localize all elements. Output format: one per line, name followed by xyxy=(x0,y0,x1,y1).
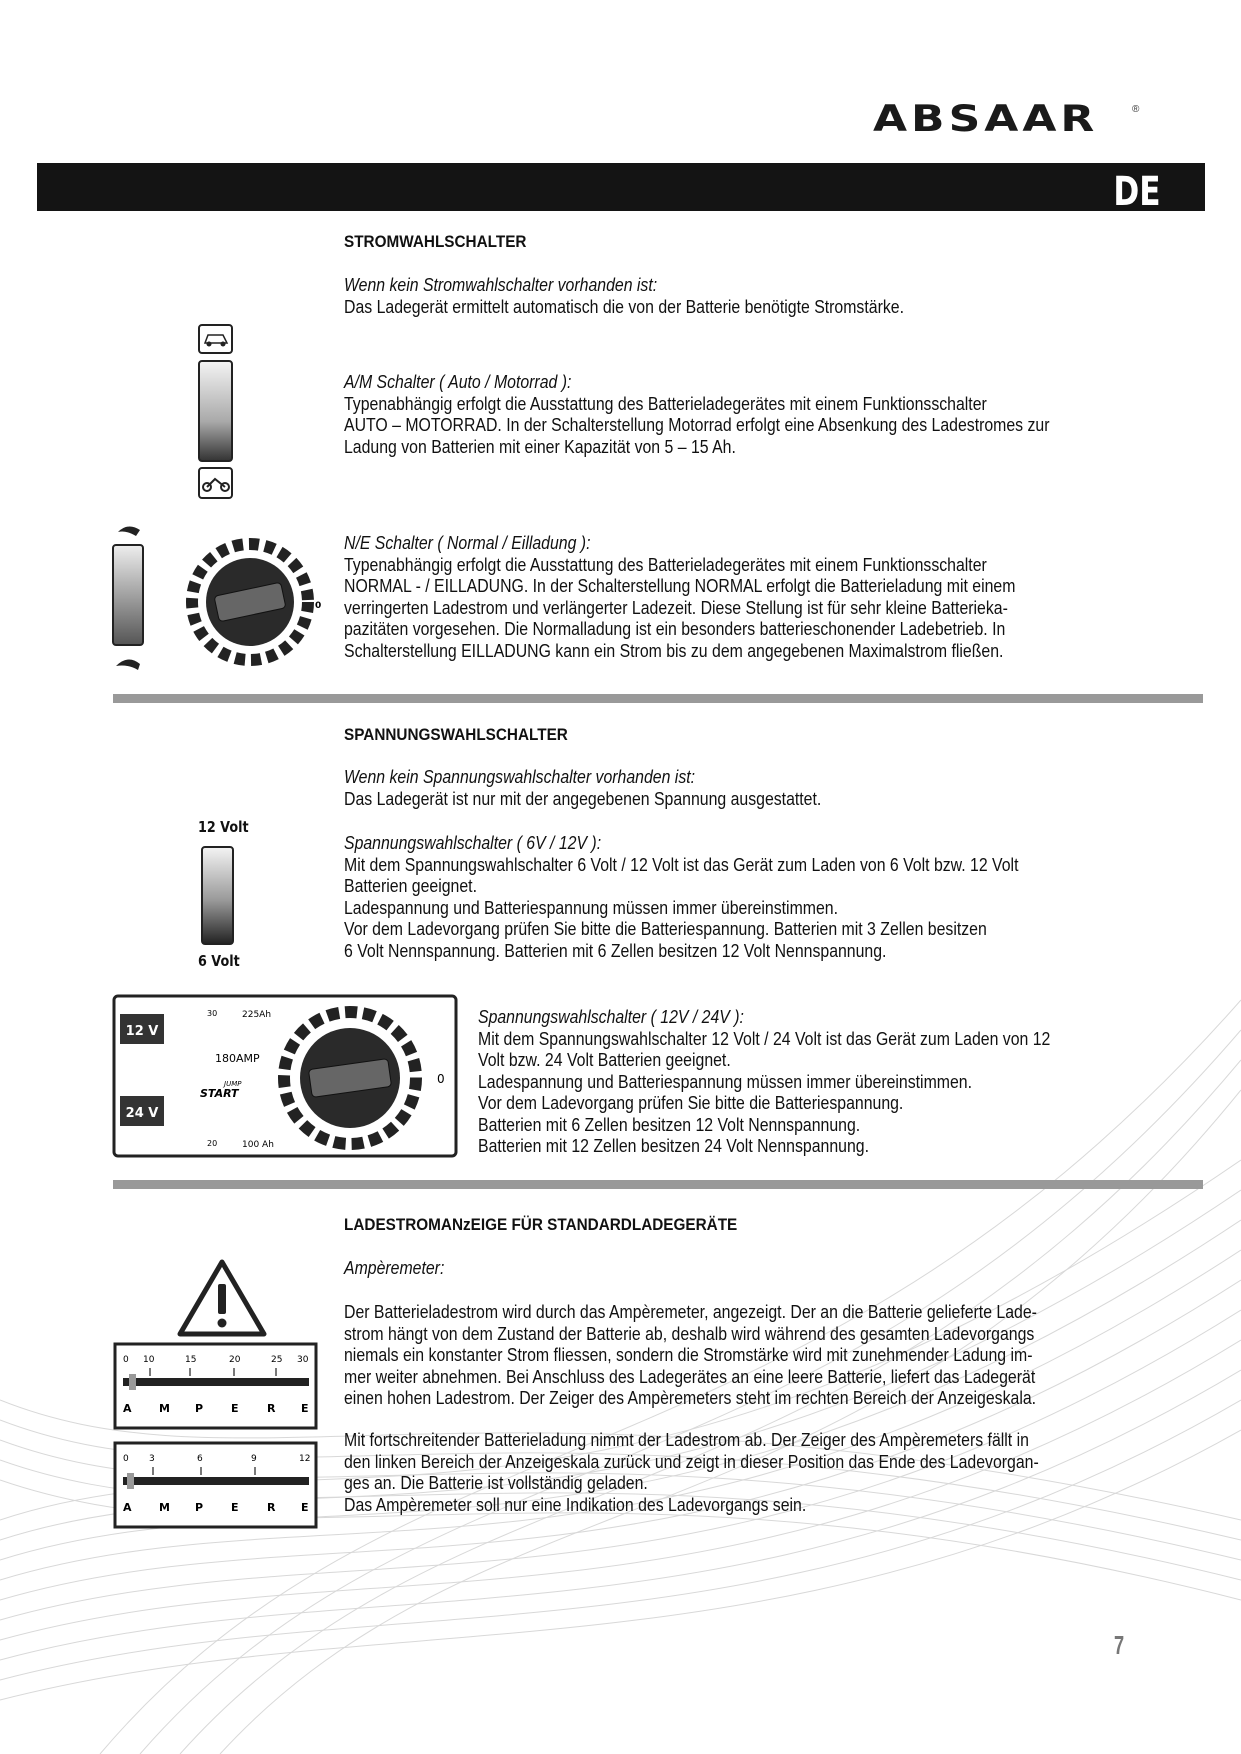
panel-dial-zero: 0 xyxy=(437,1072,445,1086)
section-title-current-display: LADESTROMANzEIGE FÜR STANDARDLADEGERÄTE xyxy=(344,1215,738,1234)
bottom-capacity-label: 100 Ah xyxy=(242,1140,274,1150)
meter1-tick-label: 0 xyxy=(123,1355,129,1365)
meter-letter: R xyxy=(267,1501,276,1514)
text-line: strom hängt von dem Zustand der Batterie ab, deshalb wird während des gesamten Ladevorgangs xyxy=(344,1323,1035,1344)
text-line: Ladung von Batterien mit einer Kapazität von 5 – 15 Ah. xyxy=(344,436,736,457)
meter2-tick-label: 6 xyxy=(197,1454,203,1464)
text-line: Mit fortschreitender Batterieladung nimmt der Ladestrom ab. Der Zeiger des Ampèremeters fällt in xyxy=(344,1430,1029,1450)
meter2-tick-label: 3 xyxy=(149,1454,155,1464)
meter-letter: E xyxy=(231,1402,239,1415)
text-line: Der Batterieladestrom wird durch das Ampèremeter, angezeigt. Der an die Batterie gelieferte Lade- xyxy=(344,1302,1037,1322)
voltage-rocker-switch xyxy=(200,845,236,947)
paragraph-heading: Spannungswahlschalter ( 6V / 12V ): xyxy=(344,833,602,853)
paragraph-ne-switch xyxy=(344,533,1015,662)
meter-letter: E xyxy=(301,1402,309,1415)
paragraph-heading: Wenn kein Spannungswahlschalter vorhanden ist: xyxy=(344,767,696,787)
warning-icon xyxy=(176,1258,268,1338)
text-line: Das Ladegerät ermittelt automatisch die von der Batterie benötigte Stromstärke. xyxy=(344,296,904,317)
section-divider xyxy=(113,694,1203,703)
text-line: AUTO – MOTORRAD. In der Schalterstellung Motorrad erfolgt eine Absenkung des Ladestromes zur xyxy=(344,415,1050,435)
start-label: START xyxy=(200,1087,239,1100)
text-line: Typenabhängig erfolgt die Ausstattung des Batterieladegerätes mit einem Funktionsschalter xyxy=(344,554,987,575)
text-line: Vor dem Ladevorgang prüfen Sie bitte die Batteriespannung. xyxy=(478,1093,904,1113)
top-capacity-label: 225Ah xyxy=(242,1010,272,1020)
bottom-scale-value: 20 xyxy=(207,1139,218,1148)
paragraph-12v-24v-switch xyxy=(478,1007,1050,1158)
text-line: niemals ein konstanter Strom fliessen, sondern die Stromstärke wird mit zunehmender Ladung im- xyxy=(344,1345,1033,1365)
voltage-panel-illustration xyxy=(112,994,460,1159)
text-line: Typenabhängig erfolgt die Ausstattung des Batterieladegerätes mit einem Funktionsschalter xyxy=(344,393,987,414)
brand-logo: ABSAAR xyxy=(873,98,1099,140)
turtle-icon xyxy=(116,659,140,670)
paragraph-heading: N/E Schalter ( Normal / Eilladung ): xyxy=(344,533,591,553)
text-line: verringerten Ladestrom und verlängerter Ladezeit. Diese Stellung ist für sehr kleine Batterieka- xyxy=(344,597,1008,618)
text-line: Batterien mit 12 Zellen besitzen 24 Volt Nennspannung. xyxy=(478,1136,869,1156)
text-line: Das Ladegerät ist nur mit der angegebenen Spannung ausgestattet. xyxy=(344,788,822,809)
switch-label-6v: 6 Volt xyxy=(198,952,240,970)
section-title-current-switch: STROMWAHLSCHALTER xyxy=(344,232,527,251)
text-line: mer weiter abnehmen. Bei Anschluss des Ladegerätes an eine leere Batterie, liefert das Ladegerät xyxy=(344,1366,1036,1387)
rabbit-icon xyxy=(118,526,140,536)
meter-letter: P xyxy=(195,1402,204,1415)
paragraph-6v-12v-switch xyxy=(344,833,1018,962)
meter1-tick-label: 30 xyxy=(297,1355,309,1365)
battery-12v-label: 12 V xyxy=(125,1024,159,1039)
paragraph-heading: Ampèremeter: xyxy=(344,1258,445,1278)
section-title-voltage-switch: SPANNUNGSWAHLSCHALTER xyxy=(344,725,568,744)
meter-letter: A xyxy=(123,1501,132,1514)
rocker-switch xyxy=(199,361,232,461)
paragraph-heading: Spannungswahlschalter ( 12V / 24V ): xyxy=(478,1007,744,1027)
meter-letter: P xyxy=(195,1501,204,1514)
paragraph-no-voltage-switch xyxy=(344,767,821,810)
paragraph-heading: Wenn kein Stromwahlschalter vorhanden ist: xyxy=(344,275,658,295)
meter-letter: E xyxy=(301,1501,309,1514)
page-number: 7 xyxy=(1114,1630,1125,1660)
registered-mark: ® xyxy=(1132,104,1140,115)
text-line: Das Ampèremeter soll nur eine Indikation des Ladevorgangs sein. xyxy=(344,1494,807,1515)
text-line: Vor dem Ladevorgang prüfen Sie bitte die Batteriespannung. Batterien mit 3 Zellen besitzen xyxy=(344,919,987,939)
text-line: Volt bzw. 24 Volt Batterien geeignet. xyxy=(478,1050,731,1070)
text-line: den linken Bereich der Anzeigeskala zurück und zeigt in dieser Position das Ende des Ladevorgan- xyxy=(344,1451,1039,1472)
meter1-tick-label: 10 xyxy=(143,1355,155,1365)
meter2-needle xyxy=(127,1473,134,1489)
meter1-tick-label: 15 xyxy=(185,1355,197,1365)
top-scale-value: 30 xyxy=(207,1009,218,1018)
language-bar xyxy=(37,163,1205,215)
switch-label-12v: 12 Volt xyxy=(198,818,249,836)
text-line: pazitäten vorgesehen. Die Normalladung ist ein besonders batterieschonender Ladebetrieb. In xyxy=(344,619,1006,639)
meter-letter: M xyxy=(159,1402,170,1415)
paragraph-am-switch xyxy=(344,372,1050,458)
meter-letter: E xyxy=(231,1501,239,1514)
meter1-tick-label: 20 xyxy=(229,1355,241,1365)
text-line: Ladespannung und Batteriespannung müssen immer übereinstimmen. xyxy=(478,1071,972,1092)
ammeter-scale-30 xyxy=(113,1342,318,1430)
ammeter-scale-12 xyxy=(113,1441,318,1529)
car-icon xyxy=(199,325,232,353)
meter1-needle xyxy=(129,1374,136,1390)
rocker-switch xyxy=(113,545,143,645)
ammeter-heading-block xyxy=(344,1258,444,1280)
meter-letter: M xyxy=(159,1501,170,1514)
text-line: einen hohen Ladestrom. Der Zeiger des Ampèremeters steht im rechten Bereich der Anzeigeskala. xyxy=(344,1388,1037,1408)
section-divider xyxy=(113,1180,1203,1189)
text-line: Mit dem Spannungswahlschalter 6 Volt / 12 Volt ist das Gerät zum Laden von 6 Volt bzw. 12 Volt xyxy=(344,854,1019,875)
text-line: Schalterstellung EILLADUNG kann ein Strom bis zu dem angegebenen Maximalstrom fließen. xyxy=(344,640,1004,661)
text-line: ges an. Die Batterie ist vollständig geladen. xyxy=(344,1473,648,1493)
text-line: Batterien geeignet. xyxy=(344,876,477,896)
text-line: Mit dem Spannungswahlschalter 12 Volt / 24 Volt ist das Gerät zum Laden von 12 xyxy=(478,1028,1051,1049)
language-code: DE xyxy=(1113,169,1161,215)
paragraph-heading: A/M Schalter ( Auto / Motorrad ): xyxy=(344,372,572,392)
normal-fast-switch-illustration xyxy=(110,520,330,680)
text-line: Ladespannung und Batteriespannung müssen immer übereinstimmen. xyxy=(344,897,838,918)
text-line: NORMAL - / EILLADUNG. In der Schalterstellung NORMAL erfolgt die Batterieladung mit einem xyxy=(344,576,1016,596)
meter1-tick-label: 25 xyxy=(271,1355,283,1365)
text-line: Batterien mit 6 Zellen besitzen 12 Volt Nennspannung. xyxy=(478,1114,861,1135)
auto-motorbike-switch-illustration xyxy=(196,323,236,503)
battery-24v-label: 24 V xyxy=(125,1106,159,1121)
text-line: 6 Volt Nennspannung. Batterien mit 6 Zellen besitzen 12 Volt Nennspannung. xyxy=(344,940,887,961)
meter2-tick-label: 0 xyxy=(123,1454,129,1464)
meter-letter: R xyxy=(267,1402,276,1415)
amp-rating-label: 180AMP xyxy=(215,1052,260,1065)
paragraph-no-current-switch xyxy=(344,275,904,318)
meter2-tick-label: 12 xyxy=(299,1454,311,1464)
meter-letter: A xyxy=(123,1402,132,1415)
jump-label: JUMP xyxy=(224,1080,242,1088)
dial-zero-label: 0 xyxy=(315,601,322,611)
paragraph-ammeter-1 xyxy=(344,1302,1037,1410)
paragraph-ammeter-2 xyxy=(344,1430,1039,1516)
meter2-tick-label: 9 xyxy=(251,1454,257,1464)
